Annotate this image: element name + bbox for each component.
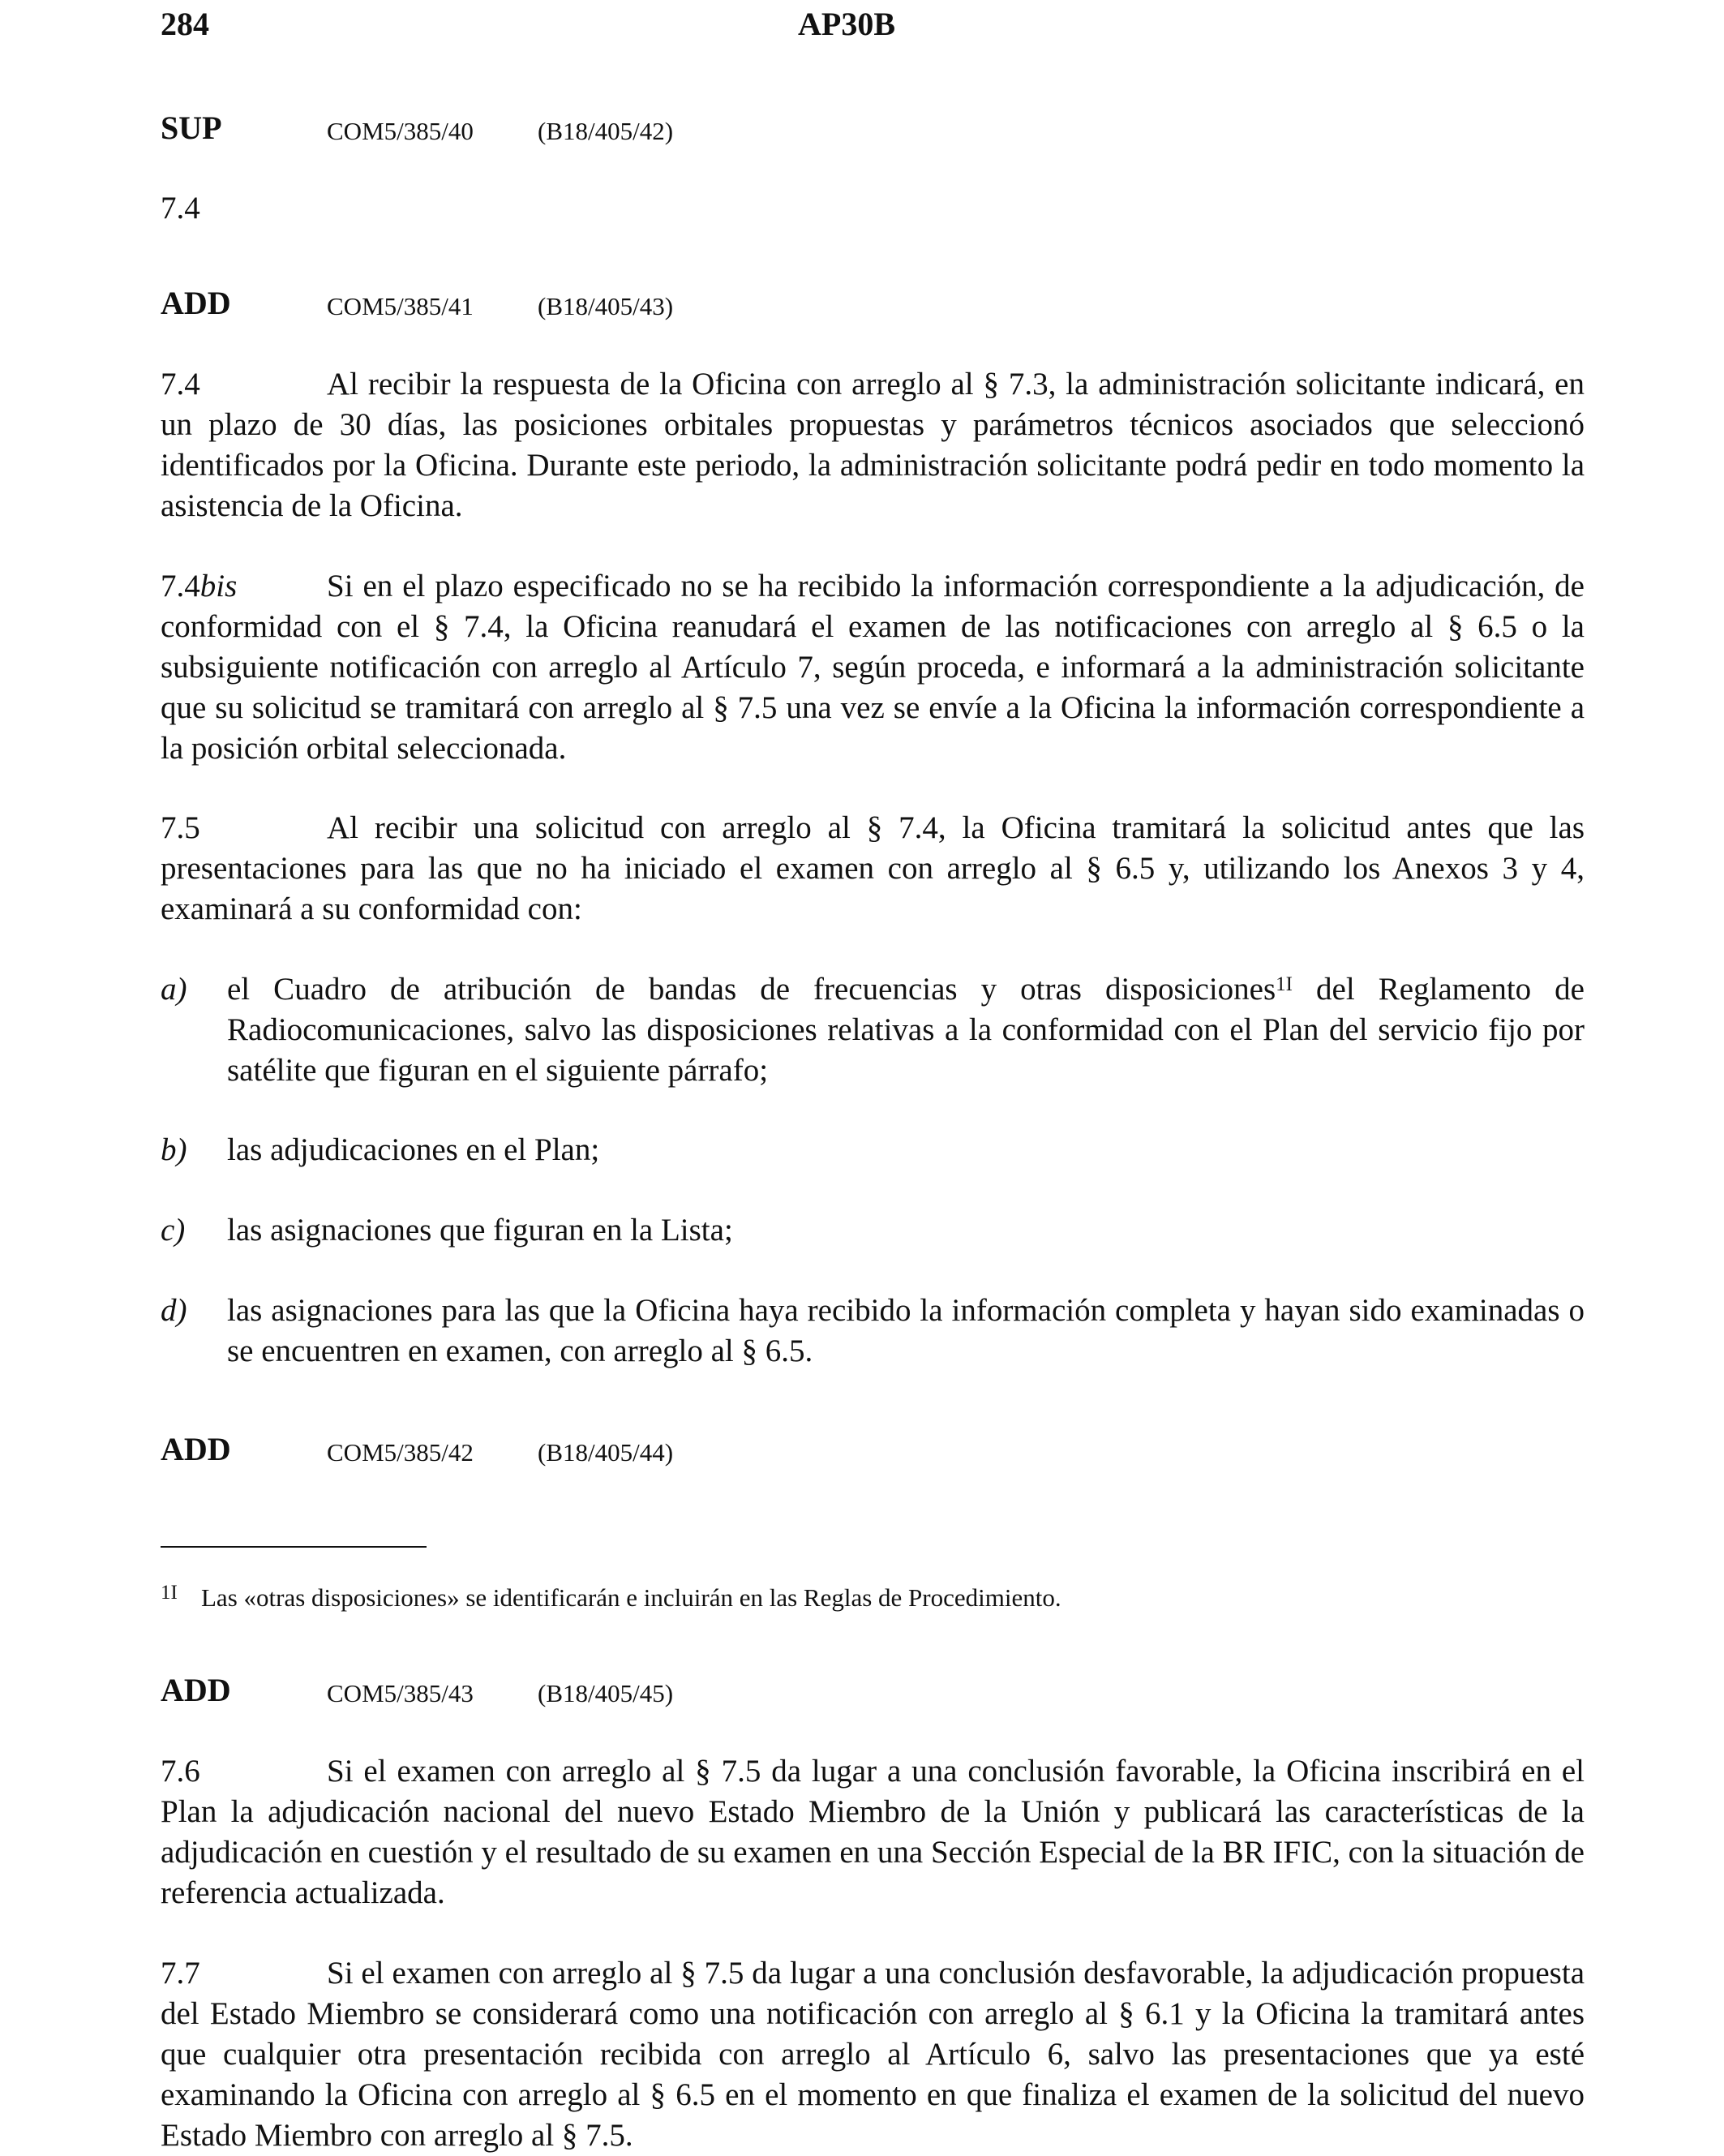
page-header bbox=[161, 5, 1585, 45]
paragraph-number: 7.7 bbox=[161, 1956, 200, 1991]
revision-ref-secondary: (B18/405/43) bbox=[538, 292, 674, 320]
paragraph-text: Al recibir una solicitud con arreglo al § 7.4, la Oficina tramitará la solicitud antes que las presentaciones para las que no ha iniciado el examen con arreglo al § 6.5 y, utilizando los Anexos 3 y 4, examinará a su conformidad con: bbox=[161, 810, 1585, 926]
paragraph-text: Si el examen con arreglo al § 7.5 da lugar a una conclusión favorable, la Oficina inscribirá en el Plan la adjudicación nacional del nuevo Estado Miembro de la Unión y publicará las características de la adjudicación en cuestión y el resultado de su examen en una Sección Especial de la BR IFIC, con la situación de referencia actualizada. bbox=[161, 1754, 1585, 1910]
revision-ref-secondary: (B18/405/42) bbox=[538, 117, 674, 145]
paragraph-7-5 bbox=[161, 808, 1585, 930]
paragraph-7-7 bbox=[161, 1953, 1585, 2156]
list-item-label: b) bbox=[161, 1132, 187, 1167]
list-item-text: las asignaciones que figuran en la Lista; bbox=[227, 1213, 733, 1248]
paragraph-text: Si en el plazo especificado no se ha recibido la información correspondiente a la adjudicación, de conformidad con el § 7.4, la Oficina reanudará el examen de las notificaciones con arreglo al § 6.5 o la subsiguiente notificación con arreglo al Artículo 7, según proceda, e informará a la administración solicitante que su solicitud se tramitará con arreglo al § 7.5 una vez se envíe a la Oficina la información correspondiente a la posición orbital seleccionada. bbox=[161, 569, 1585, 766]
list-item-label: a) bbox=[161, 972, 187, 1007]
paragraph-7-4-suppressed bbox=[161, 188, 1585, 229]
revision-ref: COM5/385/42 bbox=[327, 1438, 474, 1467]
footnote-text: Las «otras disposiciones» se identificarán e incluirán en las Reglas de Procedimiento. bbox=[201, 1583, 1061, 1612]
document-id: AP30B bbox=[798, 6, 895, 42]
revision-action: ADD bbox=[161, 1672, 231, 1708]
list-item-label: c) bbox=[161, 1213, 186, 1248]
revision-ref: COM5/385/43 bbox=[327, 1679, 474, 1707]
paragraph-number: 7.4bis bbox=[161, 569, 238, 603]
paragraph-number: 7.6 bbox=[161, 1754, 200, 1789]
paragraph-7-4 bbox=[161, 364, 1585, 526]
revision-ref-secondary: (B18/405/44) bbox=[538, 1438, 674, 1467]
list-item-text: el Cuadro de atribución de bandas de frecuencias y otras disposiciones$^{1I}$ del Reglamento de Radiocomunicaciones, salvo las disposiciones relativas a la conformidad con el Plan del servicio fijo por satélite que figuran en el siguiente párrafo; bbox=[227, 972, 1585, 1088]
revision-ref: COM5/385/40 bbox=[327, 117, 474, 145]
paragraph-7-4bis bbox=[161, 566, 1585, 769]
footnote-divider bbox=[161, 1546, 427, 1548]
paragraph-number: 7.4 bbox=[161, 367, 200, 402]
paragraph-number: 7.4 bbox=[161, 191, 200, 225]
revision-action: ADD bbox=[161, 1431, 231, 1467]
page-number: 284 bbox=[161, 6, 209, 42]
footnote-number: 1I bbox=[161, 1582, 178, 1604]
paragraph-number: 7.5 bbox=[161, 810, 200, 845]
revision-action: SUP bbox=[161, 110, 222, 146]
list-item bbox=[161, 1210, 1585, 1251]
revision-action: ADD bbox=[161, 285, 231, 321]
list-item-text: las adjudicaciones en el Plan; bbox=[227, 1132, 600, 1167]
list-item-label: d) bbox=[161, 1293, 187, 1328]
footnote-reference[interactable]: 1I bbox=[1276, 973, 1293, 995]
paragraph-text: Al recibir la respuesta de la Oficina con arreglo al § 7.3, la administración solicitante indicará, en un plazo de 30 días, las posiciones orbitales propuestas y parámetros técnicos asociados que seleccionó identificados por la Oficina. Durante este periodo, la administración solicitante podrá pedir en todo momento la asistencia de la Oficina. bbox=[161, 367, 1585, 523]
paragraph-7-6 bbox=[161, 1751, 1585, 1913]
list-item bbox=[161, 969, 1585, 1091]
list-item-text: las asignaciones para las que la Oficina haya recibido la información completa y hayan sido examinadas o se encuentren en examen, con arreglo al § 6.5. bbox=[227, 1293, 1585, 1368]
paragraph-text: Si el examen con arreglo al § 7.5 da lugar a una conclusión desfavorable, la adjudicación propuesta del Estado Miembro se considerará como una notificación con arreglo al § 6.1 y la Oficina la tramitará antes que cualquier otra presentación recibida con arreglo al Artículo 6, salvo las presentaciones que ya esté examinando la Oficina con arreglo al § 6.5 en el momento en que finaliza el examen de la solicitud del nuevo Estado Miembro con arreglo al § 7.5. bbox=[161, 1956, 1585, 2153]
list-item bbox=[161, 1130, 1585, 1170]
revision-ref: COM5/385/41 bbox=[327, 292, 474, 320]
revision-ref-secondary: (B18/405/45) bbox=[538, 1679, 674, 1707]
list-item bbox=[161, 1291, 1585, 1372]
